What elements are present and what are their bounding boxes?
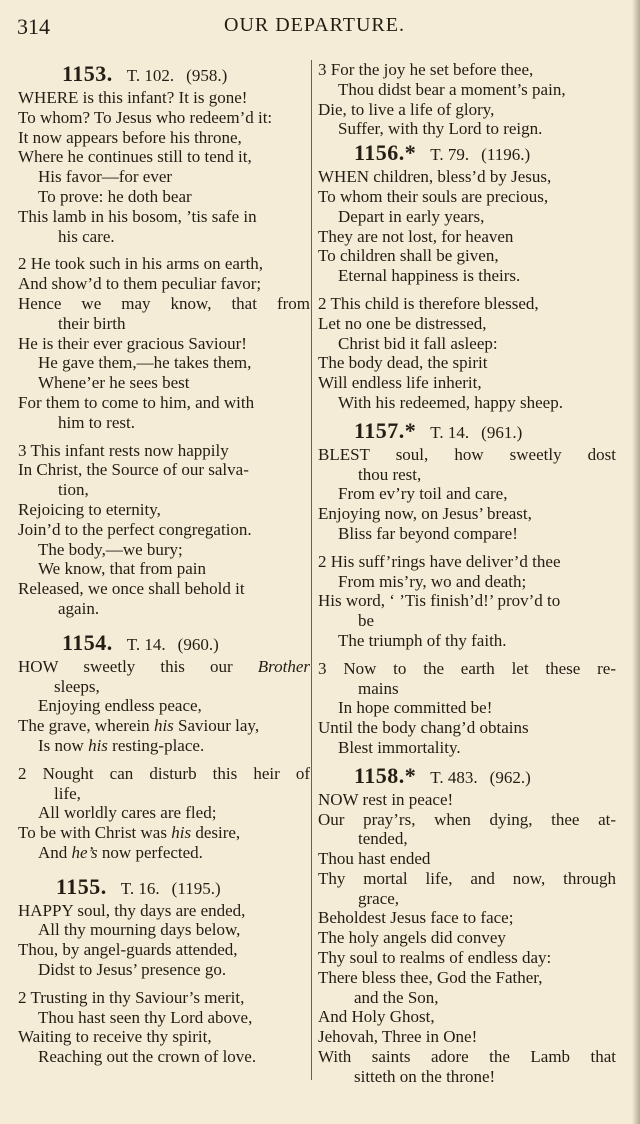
verse-text: The grave, wherein xyxy=(18,716,150,736)
verse-line: Thy soul to realms of endless day: xyxy=(318,948,552,968)
verse-emphasis: his xyxy=(88,735,108,755)
verse-line: mains xyxy=(358,678,399,698)
hymn-1155-text-part2 xyxy=(318,60,616,139)
verse-line: Suffer, with thy Lord to reign. xyxy=(338,119,543,139)
verse-line: To prove: he doth bear xyxy=(38,186,192,206)
verse-line xyxy=(18,716,310,736)
verse-text: Saviour lay, xyxy=(178,716,260,736)
verse-line: him to rest. xyxy=(58,412,135,432)
verse-line: Thou, by angel-guards attended, xyxy=(18,940,238,960)
verse-line xyxy=(18,823,310,843)
hymn-tune: T. 102. xyxy=(126,66,175,85)
verse-text: Is now xyxy=(38,735,84,755)
hymn-heading-1156 xyxy=(318,139,616,167)
verse-line: Christ bid it fall asleep: xyxy=(338,333,498,353)
verse-line: life, xyxy=(54,783,81,803)
hymn-number: 1154. xyxy=(62,629,113,655)
hymn-1154-text xyxy=(18,657,310,863)
verse-line: Depart in early years, xyxy=(338,206,485,226)
verse-line: tended, xyxy=(358,829,408,849)
verse-line: All thy mourning days below, xyxy=(38,920,241,940)
hymn-alt-number: (1196.) xyxy=(481,145,531,165)
verse-line: Blest immortality. xyxy=(338,737,461,757)
right-column xyxy=(318,60,616,1087)
column-rule xyxy=(311,60,312,1080)
verse-line: Rejoicing to eternity, xyxy=(18,499,161,519)
hymn-tune: T. 16. xyxy=(120,878,160,898)
verse-line: Didst to Jesus’ presence go. xyxy=(38,960,227,980)
verse-line: His favor—for ever xyxy=(38,167,173,187)
verse-line: Thou hast ended xyxy=(318,849,431,869)
verse-line: and the Son, xyxy=(354,987,439,1007)
hymn-heading-1157 xyxy=(318,417,616,445)
verse-line: grace, xyxy=(358,888,400,908)
page-number: 314 xyxy=(17,14,50,39)
verse-line: For them to come to him, and with xyxy=(18,392,255,412)
verse-line: Beholdest Jesus face to face; xyxy=(318,908,514,928)
verse-line: Whene’er he sees best xyxy=(38,373,190,393)
verse-text: To be with Christ was xyxy=(18,823,167,843)
verse-line: 2 Trusting in thy Saviour’s merit, xyxy=(18,987,245,1007)
verse-line: Thou hast seen thy Lord above, xyxy=(38,1007,253,1027)
hymn-tune: T. 483. xyxy=(430,767,478,787)
hymn-heading-1158 xyxy=(318,762,616,790)
verse-line: Hence we may know, that from xyxy=(18,293,310,313)
verse-line: tion, xyxy=(58,480,89,500)
verse-text: now perfected. xyxy=(101,842,203,862)
hymn-1155-text-part1 xyxy=(18,901,310,1067)
verse-line: Waiting to receive thy spirit, xyxy=(18,1027,212,1047)
verse-line: 2 He took such in his arms on earth, xyxy=(18,254,264,274)
hymn-alt-number: (958.) xyxy=(186,66,228,85)
verse-line: His word, ‘ ’Tis finish’d!’ prov’d to xyxy=(318,591,561,611)
verse-line: Where he continues still to tend it, xyxy=(18,147,252,167)
verse-emphasis: his xyxy=(153,716,174,736)
hymn-1153-text xyxy=(18,88,310,619)
verse-line: 2 This child is therefore blessed, xyxy=(318,293,539,313)
verse-line: Die, to live a life of glory, xyxy=(318,99,495,119)
verse-line: This lamb in his bosom, ’tis safe in xyxy=(18,206,257,226)
verse-line xyxy=(18,736,310,756)
verse-line xyxy=(18,657,310,677)
verse-line: his care. xyxy=(58,226,115,246)
verse-line: In hope committed be! xyxy=(338,698,493,718)
verse-line: Until the body chang’d obtains xyxy=(318,718,529,738)
verse-emphasis: Brother xyxy=(257,656,310,676)
verse-line: HAPPY soul, thy days are ended, xyxy=(18,900,246,920)
hymn-alt-number: (961.) xyxy=(481,422,523,442)
verse-line: From ev’ry toil and care, xyxy=(338,484,508,504)
verse-line: To children shall be given, xyxy=(318,246,499,266)
hymn-alt-number: (960.) xyxy=(177,634,219,654)
verse-text: And xyxy=(38,842,68,862)
verse-line: All worldly cares are fled; xyxy=(38,803,217,823)
verse-line: Will endless life inherit, xyxy=(318,373,482,393)
hymn-number: 1157.* xyxy=(354,417,417,443)
verse-text: HOW sweetly this our xyxy=(18,656,233,676)
verse-line: The holy angels did convey xyxy=(318,928,506,948)
verse-line: 3 For the joy he set before thee, xyxy=(318,60,534,79)
verse-text: resting-place. xyxy=(112,735,205,755)
verse-line: be xyxy=(358,611,375,631)
verse-line xyxy=(18,843,310,863)
verse-line: Enjoying endless peace, xyxy=(38,696,202,716)
verse-line: WHEN children, bless’d by Jesus, xyxy=(318,167,552,187)
verse-line: There bless thee, God the Father, xyxy=(318,967,543,987)
verse-line: He is their ever gracious Saviour! xyxy=(18,333,247,353)
verse-line: With saints adore the Lamb that xyxy=(318,1047,616,1067)
hymn-tune: T. 79. xyxy=(430,145,470,165)
verse-line: their birth xyxy=(58,313,126,333)
verse-line: Bliss far beyond compare! xyxy=(338,523,518,543)
verse-line: Join’d to the perfect congregation. xyxy=(18,519,252,539)
verse-line: And show’d to them peculiar favor; xyxy=(18,274,262,294)
hymn-number: 1155. xyxy=(56,873,107,899)
hymn-heading-1154 xyxy=(18,629,310,657)
verse-line: The body,—we bury; xyxy=(38,539,183,559)
hymn-heading-1155 xyxy=(18,873,310,901)
verse-line: To whom their souls are precious, xyxy=(318,186,549,206)
hymn-tune: T. 14. xyxy=(126,634,166,654)
verse-line: Reaching out the crown of love. xyxy=(38,1047,257,1067)
hymn-alt-number: (1195.) xyxy=(171,878,221,898)
verse-line: Enjoying now, on Jesus’ breast, xyxy=(318,504,532,524)
verse-line: 3 Now to the earth let these re- xyxy=(318,658,616,678)
verse-line: Released, we once shall behold it xyxy=(18,579,245,599)
verse-line: Thy mortal life, and now, through xyxy=(318,868,616,888)
hymn-alt-number: (962.) xyxy=(489,767,531,787)
page-edge-shadow xyxy=(632,0,640,1124)
hymn-1158-text xyxy=(318,790,616,1087)
verse-line: From mis’ry, wo and death; xyxy=(338,571,527,591)
verse-line: Thou didst bear a moment’s pain, xyxy=(338,79,566,99)
verse-line: Jehovah, Three in One! xyxy=(318,1027,478,1047)
verse-emphasis: his xyxy=(171,823,192,843)
verse-line: 2 Nought can disturb this heir of xyxy=(18,763,310,783)
verse-line: BLEST soul, how sweetly dost xyxy=(318,444,616,464)
verse-line: WHERE is this infant? It is gone! xyxy=(18,88,248,107)
hymn-number: 1153. xyxy=(62,61,113,86)
verse-line: They are not lost, for heaven xyxy=(318,226,514,246)
verse-line: In Christ, the Source of our salva- xyxy=(18,460,249,480)
left-column xyxy=(18,60,310,1067)
verse-line: With his redeemed, happy sheep. xyxy=(338,392,563,412)
hymn-1157-text xyxy=(318,445,616,758)
hymn-tune: T. 14. xyxy=(430,422,470,442)
verse-line: The body dead, the spirit xyxy=(318,353,488,373)
verse-line: To whom? To Jesus who redeem’d it: xyxy=(18,107,273,127)
hymn-1156-text xyxy=(318,167,616,413)
verse-line: 3 This infant rests now happily xyxy=(18,440,229,460)
verse-line: We know, that from pain xyxy=(38,559,206,579)
verse-line: again. xyxy=(58,598,100,618)
verse-line: Eternal happiness is theirs. xyxy=(338,266,521,286)
verse-line: thou rest, xyxy=(358,464,422,484)
verse-line: 2 His suff’rings have deliver’d thee xyxy=(318,551,561,571)
verse-emphasis: he’s xyxy=(71,842,98,862)
verse-line: Our pray’rs, when dying, thee at- xyxy=(318,809,616,829)
verse-line: And Holy Ghost, xyxy=(318,1007,435,1027)
verse-line: NOW rest in peace! xyxy=(318,789,454,809)
verse-line: Let no one be distressed, xyxy=(318,313,487,333)
verse-line: The triumph of thy faith. xyxy=(338,630,507,650)
hymn-number: 1158.* xyxy=(354,762,417,788)
verse-line: sitteth on the throne! xyxy=(354,1066,496,1086)
verse-text: desire, xyxy=(195,823,241,843)
hymn-heading-1153 xyxy=(18,60,310,88)
running-head: OUR DEPARTURE. xyxy=(224,14,405,36)
verse-line: He gave them,—he takes them, xyxy=(38,353,252,373)
hymn-number: 1156.* xyxy=(354,140,417,166)
verse-line: sleeps, xyxy=(54,676,100,696)
verse-line: It now appears before his throne, xyxy=(18,127,242,147)
